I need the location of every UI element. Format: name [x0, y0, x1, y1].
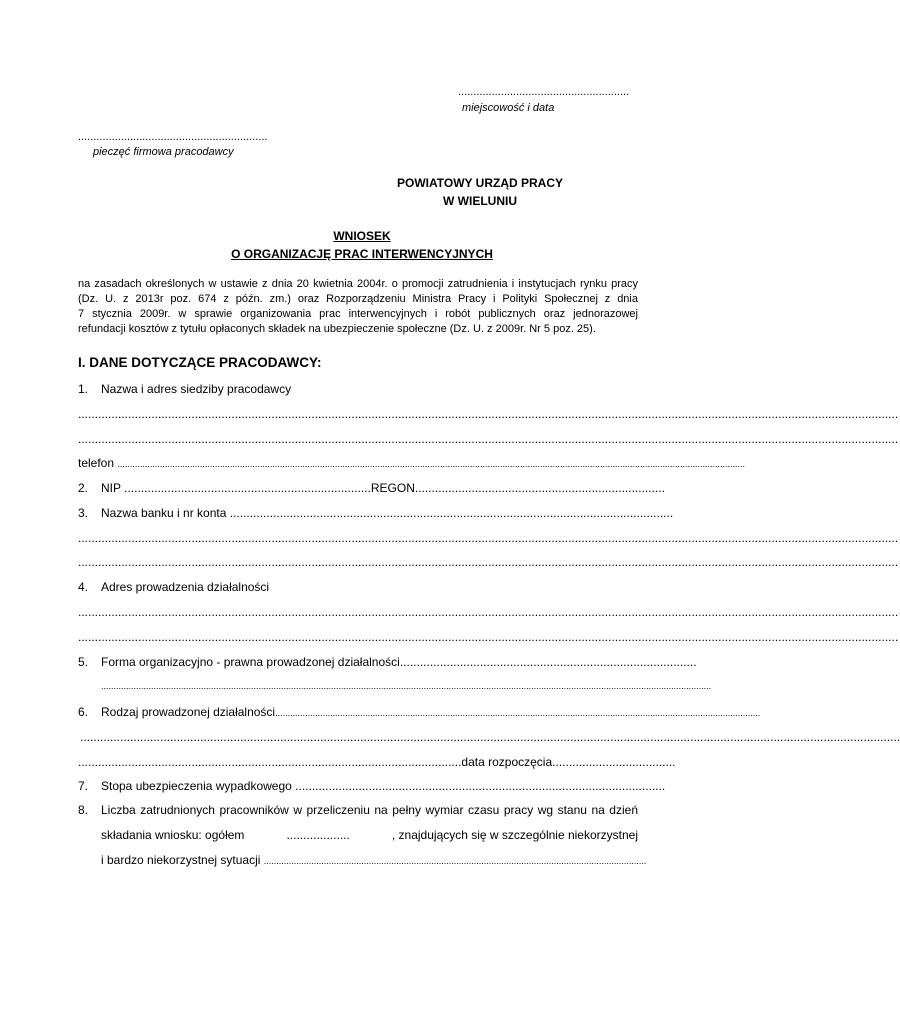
regon-field[interactable]: ...........................................................................	[414, 481, 665, 495]
company-name-field-1[interactable]: ......................................................................................................................................................................................................................................................	[78, 407, 899, 421]
item1-label: Nazwa i adres siedziby pracodawcy	[101, 382, 292, 396]
disadvantaged-count-field[interactable]: .........................................................................................................................................................	[263, 856, 647, 866]
business-address-field-2[interactable]: ......................................................................................................................................................................................................................................................	[78, 630, 899, 644]
legal-basis-line1: na zasadach określonych w ustawie z dnia 20 kwietnia 2004r. o promocji zatrudnienia i instytucjach rynku pracy	[78, 278, 638, 290]
nip-field[interactable]: ..........................................................................	[124, 481, 371, 495]
section-heading: I. DANE DOTYCZĄCE PRACODAWCY:	[78, 355, 322, 370]
nip-label: NIP	[101, 481, 121, 495]
item8-line3-label: i bardzo niekorzystnej sytuacji	[101, 853, 261, 867]
phone-label: telefon	[78, 456, 115, 470]
item5-number: 5.	[78, 655, 89, 669]
item3-label: Nazwa banku i nr konta	[101, 506, 227, 520]
stamp-label: pieczęć firmowa pracodawcy	[93, 146, 234, 158]
bank-account-field-2[interactable]: ......................................................................................................................................................................................................................................................	[78, 531, 899, 545]
title-line1	[207, 229, 517, 243]
start-date-row	[78, 755, 676, 769]
phone-field[interactable]: ...........................................................................................................................................................................................................................................................	[117, 459, 745, 469]
item4-label: Adres prowadzenia działalności	[101, 580, 270, 594]
item8-line1: Liczba zatrudnionych pracowników w przeliczeniu na pełny wymiar czasu pracy wg stanu na dzień	[101, 803, 638, 817]
item2-number: 2.	[78, 481, 89, 495]
recipient-line2: W WIELUNIU	[443, 194, 517, 208]
item5-label: Forma organizacyjno - prawna prowadzonej działalności	[101, 655, 400, 669]
company-name-field-2[interactable]: ......................................................................................................................................................................................................................................................	[78, 432, 899, 446]
date-label: miejscowość i data	[462, 102, 555, 114]
item1-number: 1.	[78, 382, 89, 396]
legal-basis-line2: (Dz. U. z 2013r poz. 674 z późn. zm.) oraz Rozporządzeniu Ministra Pracy i Polityki Społecznej z dnia	[78, 293, 638, 305]
accident-rate-field[interactable]: ...............................................................................................................	[295, 779, 666, 793]
phone-row	[78, 456, 745, 470]
start-date-field[interactable]: .....................................	[552, 755, 676, 769]
recipient-line1: POWIATOWY URZĄD PRACY	[396, 176, 563, 190]
legal-basis-line4: refundacji kosztów z tytułu opłaconych składek na ubezpieczenie społeczne (Dz. U. z 2009r. Nr 5 poz. 25).	[78, 323, 596, 335]
business-address-field-1[interactable]: ......................................................................................................................................................................................................................................................	[78, 605, 899, 619]
bank-account-field-3[interactable]: ......................................................................................................................................................................................................................................................	[78, 555, 899, 569]
legal-form-field[interactable]: .........................................................................................	[399, 655, 697, 669]
item7-number: 7.	[78, 779, 89, 793]
item8-line3	[101, 853, 647, 867]
item6	[78, 705, 761, 719]
bank-account-field[interactable]: .....................................................................................................................................	[229, 506, 674, 520]
item8-disadvantaged-label: , znajdujących się w szczególnie niekorzystnej	[391, 828, 638, 842]
item6-number: 6.	[78, 705, 89, 719]
activity-type-field[interactable]: ..................................................................................................................................................................................................	[275, 708, 761, 718]
item7	[78, 779, 666, 793]
item6-label: Rodzaj prowadzonej działalności	[101, 705, 276, 719]
title-line2	[207, 247, 517, 261]
item3	[78, 506, 674, 520]
title-text-1: WNIOSEK	[333, 229, 391, 243]
item8-total-label: składania wniosku: ogółem	[101, 828, 245, 842]
activity-type-field-3[interactable]: ...................................................................................................................	[78, 755, 462, 769]
item1	[78, 382, 291, 396]
item3-number: 3.	[78, 506, 89, 520]
employees-total-field[interactable]: ...................	[286, 828, 350, 842]
item4-number: 4.	[78, 580, 89, 594]
item4	[78, 580, 269, 594]
legal-form-field-2[interactable]: ....................................................................................................................................................................................................................................................	[101, 681, 712, 691]
start-date-label: data rozpoczęcia	[461, 755, 553, 769]
item8-number: 8.	[78, 803, 89, 817]
title-text-2: O ORGANIZACJĘ PRAC INTERWENCYJNYCH	[231, 247, 493, 261]
stamp-dots: ..............................................................	[78, 131, 268, 143]
item7-label: Stopa ubezpieczenia wypadkowego	[101, 779, 292, 793]
regon-label: REGON	[370, 481, 415, 495]
legal-basis-line3: 7 stycznia 2009r. w sprawie organizowania prac interwencyjnych i robót publicznych oraz jednorazowej	[78, 308, 638, 320]
date-dots: ........................................................	[458, 86, 630, 98]
item8-line2	[101, 828, 638, 842]
item5	[78, 655, 697, 669]
activity-type-field-2[interactable]: ......................................................................................................................................................................................................................................................	[80, 730, 900, 744]
item2	[78, 481, 665, 495]
